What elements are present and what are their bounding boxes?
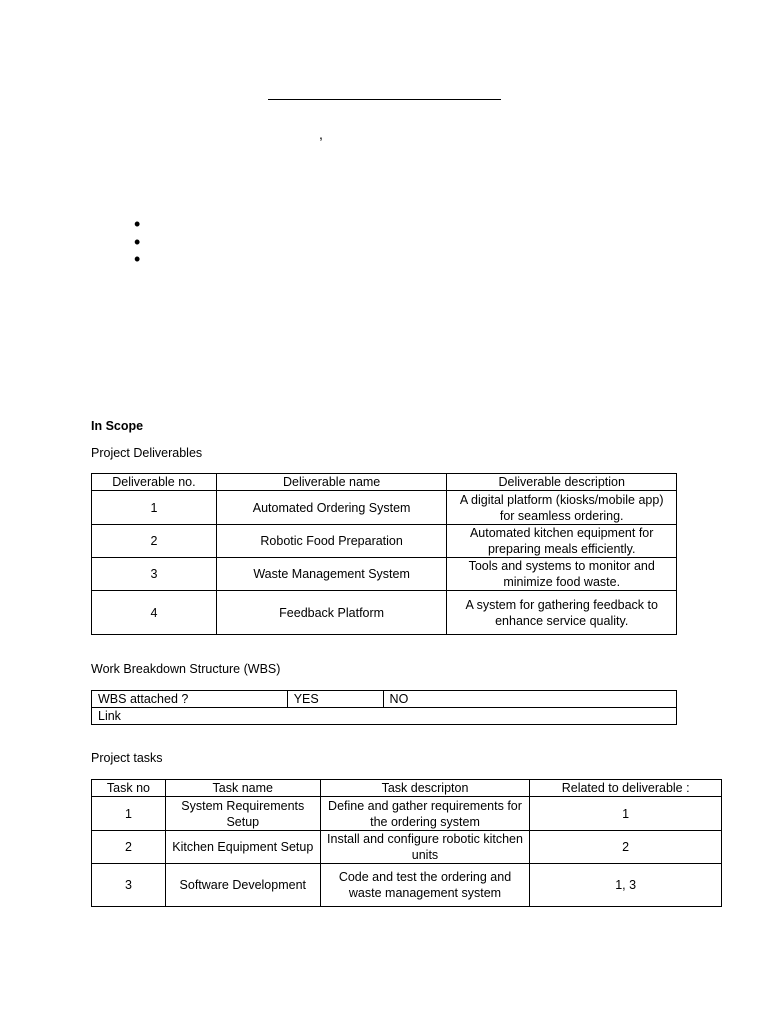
task-no: 1: [92, 797, 166, 831]
task-related-deliverable: 1: [530, 797, 722, 831]
task-name: Software Development: [165, 864, 320, 907]
deliverable-name: Feedback Platform: [216, 591, 447, 635]
bullet-item: •: [134, 249, 141, 269]
deliverables-heading: Project Deliverables: [91, 446, 203, 460]
stray-comma: ,: [319, 126, 323, 142]
task-name: System Requirements Setup: [165, 797, 320, 831]
column-header: Deliverable description: [447, 474, 677, 491]
wbs-link-field[interactable]: Link: [92, 708, 677, 725]
tasks-heading: Project tasks: [91, 751, 163, 765]
column-header: Task name: [165, 780, 320, 797]
deliverable-description: A system for gathering feedback to enhance service quality.: [447, 591, 677, 635]
bullet-item: •: [134, 214, 141, 234]
wbs-yes-option[interactable]: YES: [287, 691, 383, 708]
deliverable-description: A digital platform (kiosks/mobile app) for seamless ordering.: [447, 491, 677, 525]
in-scope-heading: In Scope: [91, 419, 144, 433]
table-row: [92, 708, 677, 725]
deliverable-no: 4: [92, 591, 217, 635]
column-header: Task descripton: [320, 780, 530, 797]
column-header: Deliverable no.: [92, 474, 217, 491]
wbs-heading: Work Breakdown Structure (WBS): [91, 662, 281, 676]
deliverable-no: 1: [92, 491, 217, 525]
tasks-header-row: [92, 780, 722, 797]
deliverable-description: Automated kitchen equipment for preparing meals efficiently.: [447, 525, 677, 558]
wbs-no-option[interactable]: NO: [383, 691, 676, 708]
table-row: [92, 797, 722, 831]
task-no: 3: [92, 864, 166, 907]
deliverable-name: Robotic Food Preparation: [216, 525, 447, 558]
task-related-deliverable: 1, 3: [530, 864, 722, 907]
table-row: [92, 591, 677, 635]
table-row: [92, 691, 677, 708]
wbs-attached-label: WBS attached ?: [92, 691, 288, 708]
table-row: [92, 491, 677, 525]
deliverable-name: Automated Ordering System: [216, 491, 447, 525]
table-row: [92, 864, 722, 907]
deliverable-no: 3: [92, 558, 217, 591]
table-row: [92, 831, 722, 864]
column-header: Task no: [92, 780, 166, 797]
tasks-table: [91, 779, 722, 907]
task-name: Kitchen Equipment Setup: [165, 831, 320, 864]
task-related-deliverable: 2: [530, 831, 722, 864]
task-description: Install and configure robotic kitchen units: [320, 831, 530, 864]
column-header: Deliverable name: [216, 474, 447, 491]
deliverable-no: 2: [92, 525, 217, 558]
title-underline: [268, 99, 501, 100]
deliverables-table: [91, 473, 677, 635]
wbs-table: [91, 690, 677, 725]
column-header: Related to deliverable :: [530, 780, 722, 797]
deliverable-description: Tools and systems to monitor and minimize food waste.: [447, 558, 677, 591]
task-description: Define and gather requirements for the ordering system: [320, 797, 530, 831]
bullet-list: [134, 216, 140, 269]
deliverable-name: Waste Management System: [216, 558, 447, 591]
bullet-item: •: [134, 231, 141, 252]
table-row: [92, 558, 677, 591]
table-row: [92, 525, 677, 558]
task-description: Code and test the ordering and waste management system: [320, 864, 530, 907]
deliverables-header-row: [92, 474, 677, 491]
task-no: 2: [92, 831, 166, 864]
